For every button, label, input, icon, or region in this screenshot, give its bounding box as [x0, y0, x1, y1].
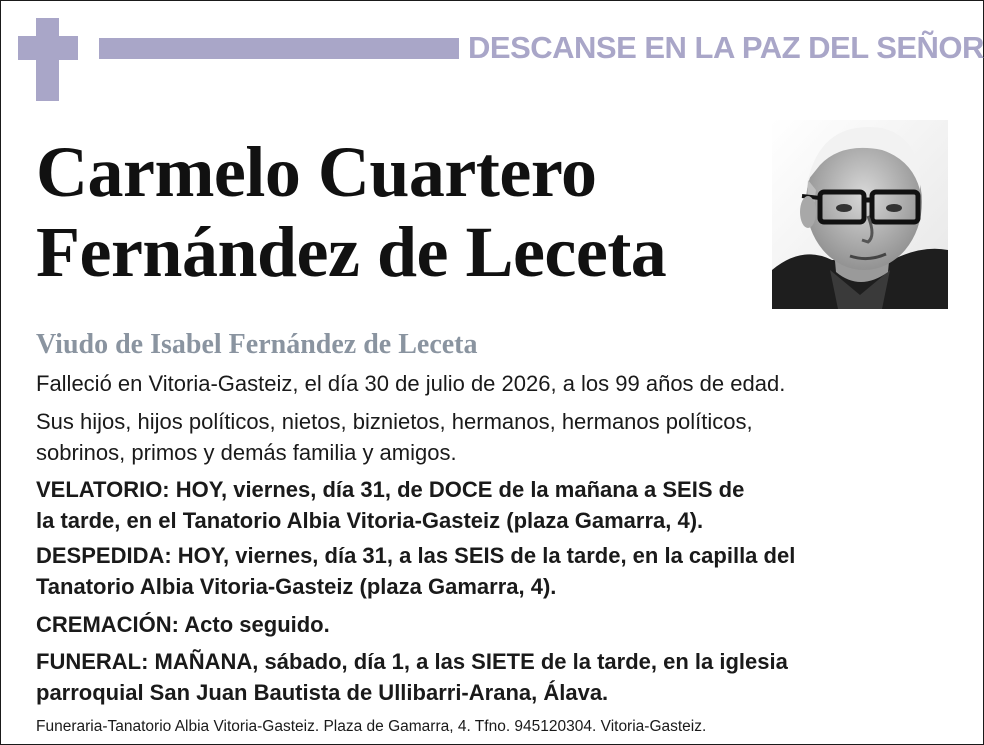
velatorio-line-2: la tarde, en el Tanatorio Albia Vitoria-Gasteiz (plaza Gamarra, 4).: [36, 508, 704, 533]
death-notice: Falleció en Vitoria-Gasteiz, el día 30 de julio de 2026, a los 99 años de edad.: [36, 371, 786, 396]
widower-subtitle: Viudo de Isabel Fernández de Leceta: [36, 329, 478, 360]
deceased-name-line1: Carmelo Cuartero: [36, 132, 597, 212]
deceased-name-line2: Fernández de Leceta: [36, 212, 667, 292]
funeral-home-footer: Funeraria-Tanatorio Albia Vitoria-Gasteiz. Plaza de Gamarra, 4. Tfno. 945120304. Vitoria-Gasteiz.: [36, 718, 707, 735]
motto: DESCANSE EN LA PAZ DEL SEÑOR: [468, 30, 984, 65]
portrait-photo: [772, 120, 948, 309]
family-line-2: sobrinos, primos y demás familia y amigos.: [36, 440, 457, 465]
header-bar: [99, 38, 459, 59]
despedida-line-2: Tanatorio Albia Vitoria-Gasteiz (plaza Gamarra, 4).: [36, 574, 557, 599]
family-line-1: Sus hijos, hijos políticos, nietos, biznietos, hermanos, hermanos políticos,: [36, 409, 753, 434]
velatorio-line-1: VELATORIO: HOY, viernes, día 31, de DOCE de la mañana a SEIS de: [36, 477, 745, 502]
despedida-line-1: DESPEDIDA: HOY, viernes, día 31, a las SEIS de la tarde, en la capilla del: [36, 543, 796, 568]
cremacion-line: CREMACIÓN: Acto seguido.: [36, 612, 330, 637]
funeral-line-1: FUNERAL: MAÑANA, sábado, día 1, a las SIETE de la tarde, en la iglesia: [36, 649, 788, 674]
funeral-line-2: parroquial San Juan Bautista de Ullibarri-Arana, Álava.: [36, 680, 609, 705]
